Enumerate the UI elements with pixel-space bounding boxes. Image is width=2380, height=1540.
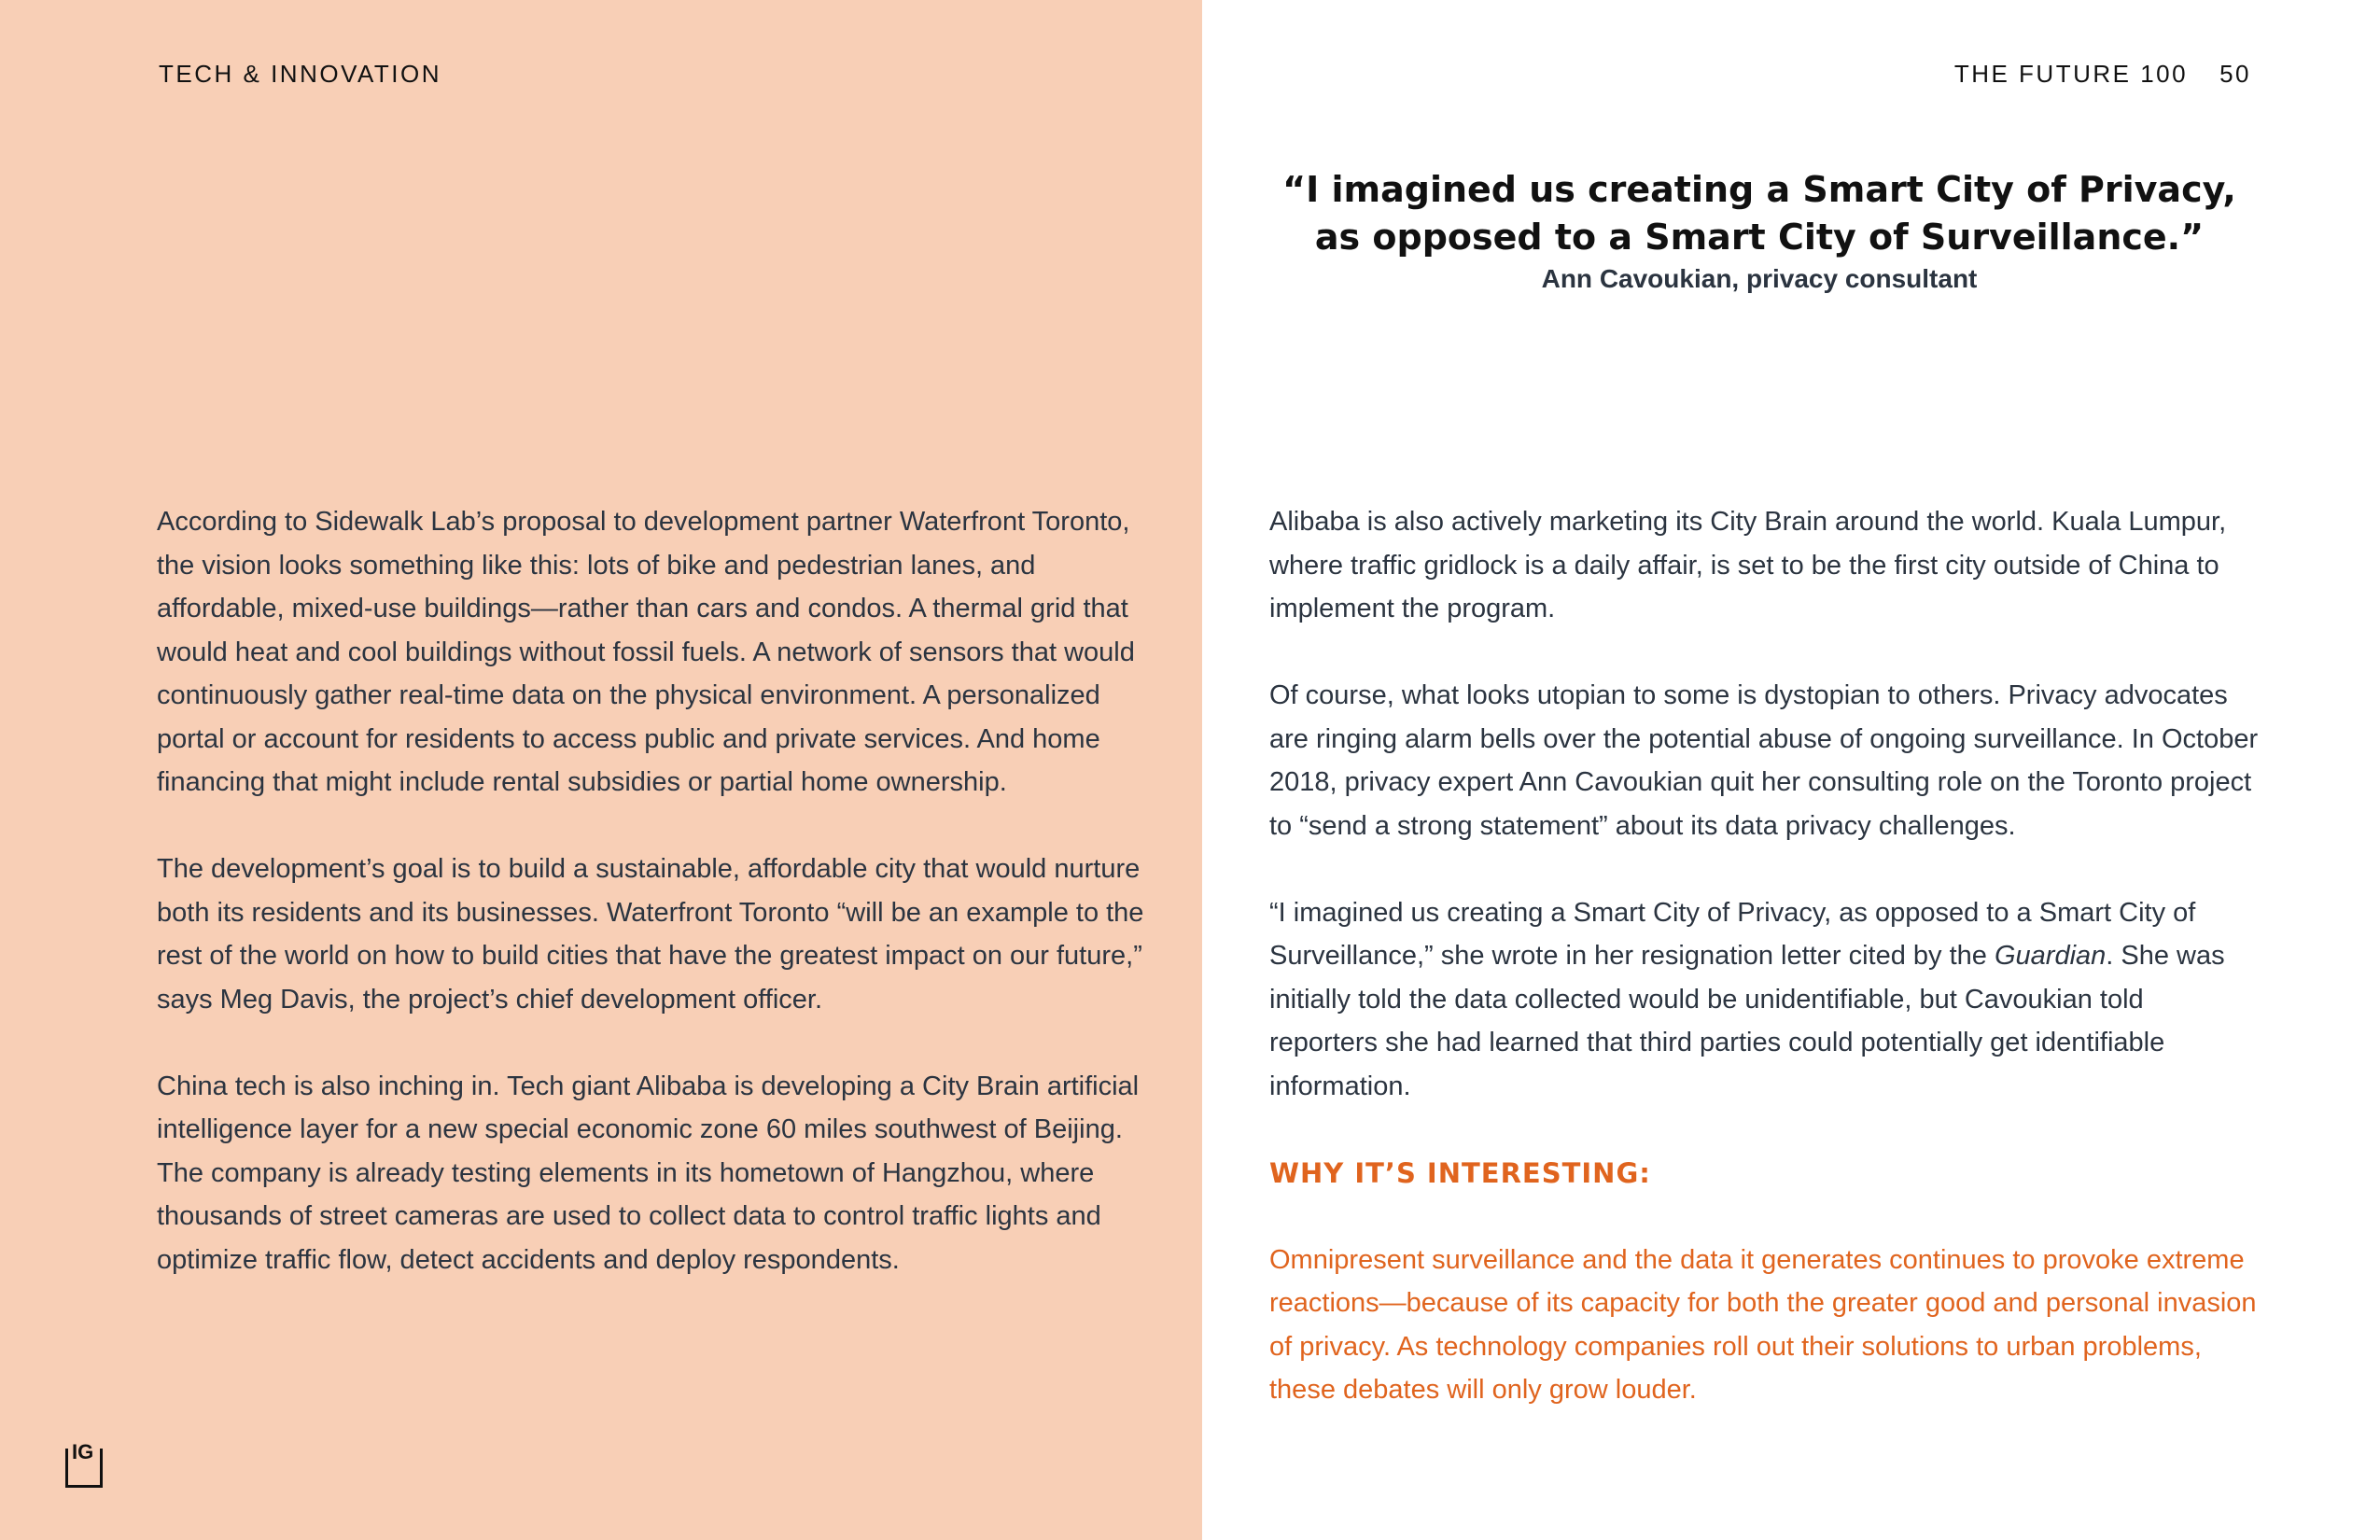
body-paragraph: China tech is also inching in. Tech giant Alibaba is developing a City Brain artificial intelligence layer for a new special economic zone 60 miles southwest of Beijing. The company is already testing elements in its hometown of Hangzhou, where thousands of street cameras are used to collect data to control traffic lights and optimize traffic flow, detect accidents and deploy respondents.: [157, 1071, 1140, 1275]
body-paragraph: Of course, what looks utopian to some is dystopian to others. Privacy advocates are ringing alarm bells over the potential abuse of ongoing surveillance. In October 2018, privacy expert Ann Cavoukian quit her consulting role on the Toronto project to “send a strong statement” about its data privacy challenges.: [1269, 680, 2259, 841]
pull-quote-line-2: as opposed to a Smart City of Surveillance.”: [1314, 217, 2205, 258]
body-paragraph: Alibaba is also actively marketing its City Brain around the world. Kuala Lumpur, where traffic gridlock is a daily affair, is set to be the first city outside of China to implement the program.: [1269, 507, 2227, 623]
pull-quote-line-1: “I imagined us creating a Smart City of Privacy,: [1282, 169, 2236, 210]
left-body-column: [157, 500, 1146, 1325]
quote-paragraph-end: . She was initially told the data collected would be unidentifiable, but Cavoukian told reporters she had learned that third parties could potentially get identifiable information.: [1269, 941, 2225, 1101]
quote-paragraph-start: “I imagined us creating a Smart City of Privacy, as opposed to a Smart City of Surveillance,” she wrote in her resignation letter cited by the: [1269, 897, 2196, 971]
pull-quote-attribution: Ann Cavoukian, privacy consultant: [1541, 264, 1978, 293]
page-number: 50: [2219, 60, 2251, 88]
body-paragraph: According to Sidewalk Lab’s proposal to development partner Waterfront Toronto, the vision looks something like this: lots of bike and pedestrian lanes, and affordable, mixed-use buildings—rather than cars and condos. A thermal grid that would heat and cool buildings without fossil fuels. A network of sensors that would continuously gather real-time data on the physical environment. A personalized portal or account for residents to access public and private services. And home financing that might include rental subsidies or partial home ownership.: [157, 507, 1135, 797]
body-paragraph: The development’s goal is to build a sustainable, affordable city that would nurture both its residents and its businesses. Waterfront Toronto “will be an example to the rest of the world on how to build cities that have the greatest impact on our future,” says Meg Davis, the project’s chief development officer.: [157, 854, 1144, 1015]
why-interesting-body: Omnipresent surveillance and the data it generates continues to provoke extreme reactions—because of its capacity for both the greater good and personal invasion of privacy. As technology companies roll out their solutions to urban problems, these debates will only grow louder.: [1269, 1244, 2257, 1405]
ig-logo-text: IG: [72, 1440, 94, 1463]
right-body-column: [1269, 500, 2259, 1455]
why-interesting-heading: WHY IT’S INTERESTING:: [1269, 1156, 1651, 1189]
ig-logo: [65, 1440, 103, 1488]
publication-header: [1954, 60, 2251, 89]
pull-quote-text: [1279, 166, 2240, 261]
section-label: TECH & INNOVATION: [159, 60, 441, 88]
quote-paragraph: [1269, 891, 2259, 1109]
guardian-source: Guardian: [1994, 941, 2107, 971]
pull-quote: [1279, 166, 2240, 295]
publication-title: THE FUTURE 100: [1953, 60, 2189, 88]
